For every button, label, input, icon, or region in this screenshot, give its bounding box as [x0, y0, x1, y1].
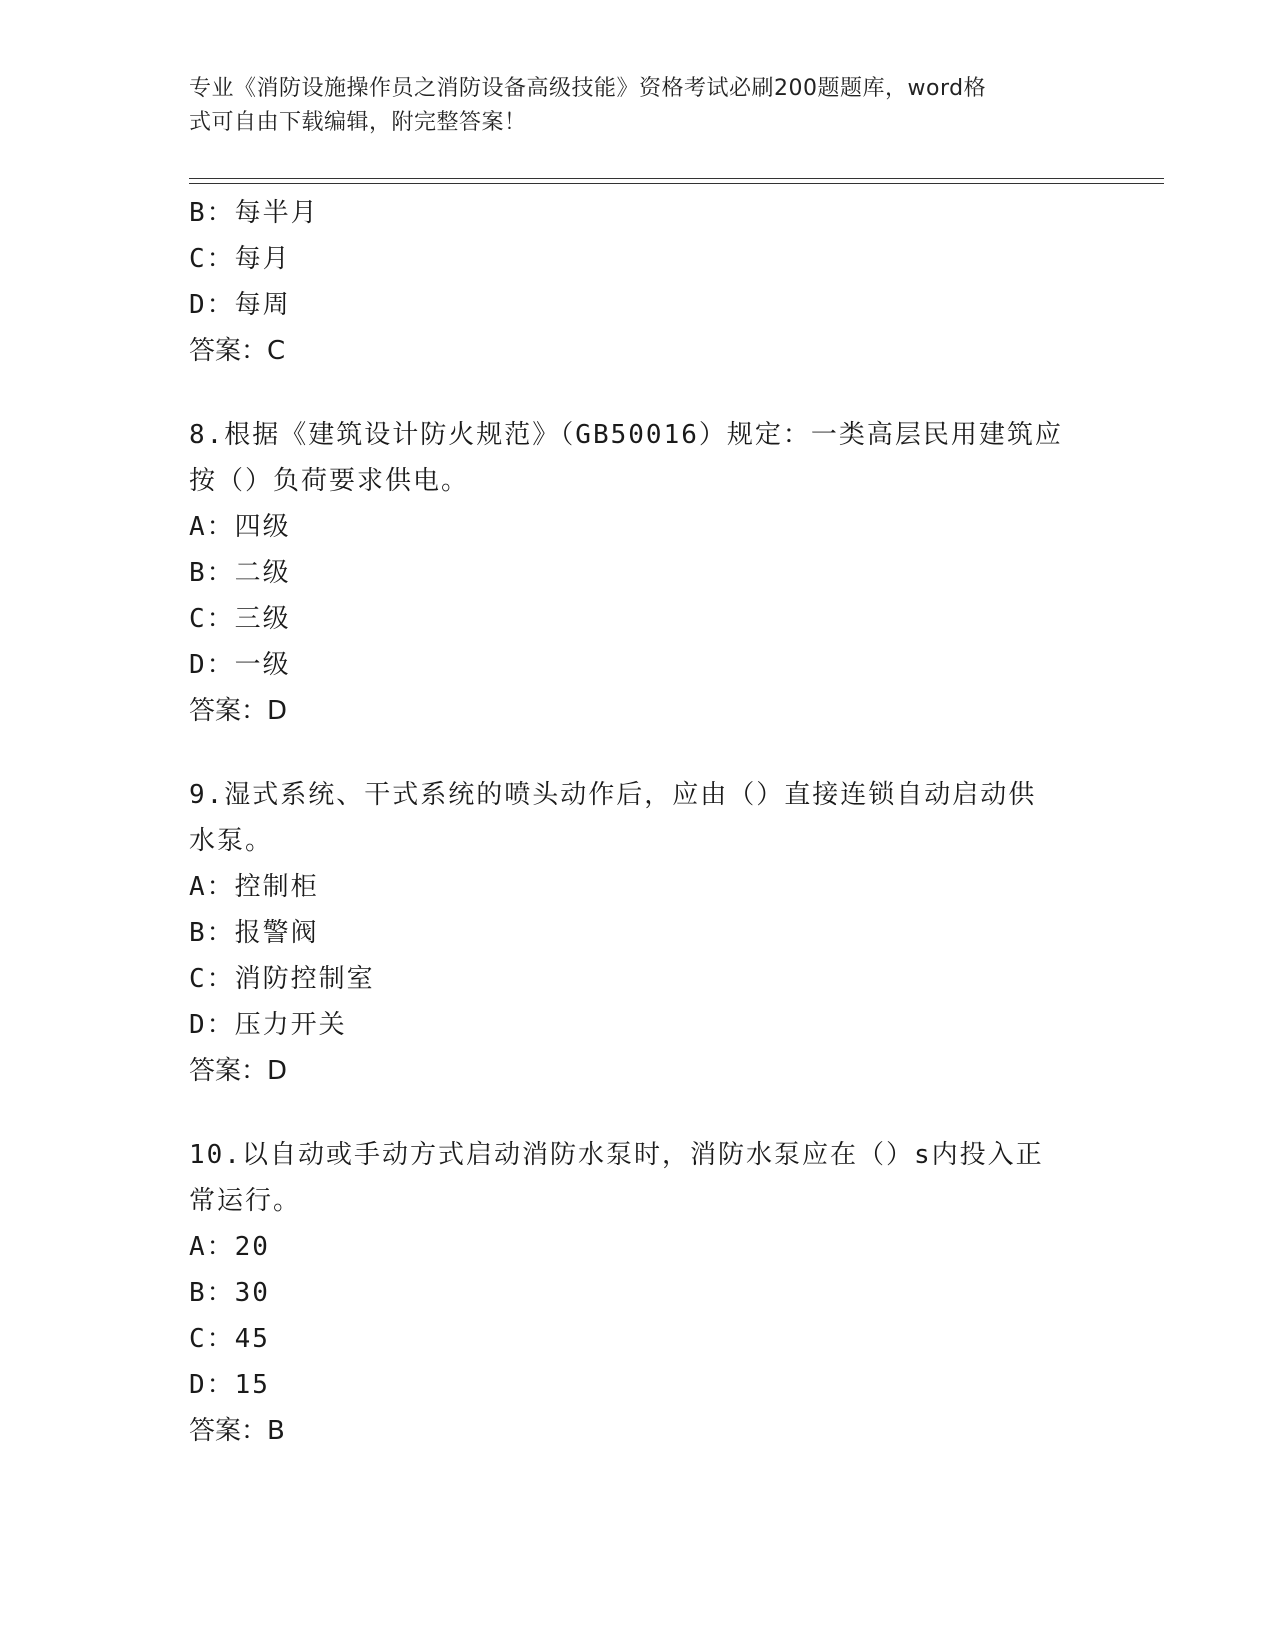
option-c: C：消防控制室 — [189, 964, 375, 994]
answer: 答案：D — [189, 696, 288, 726]
question-text-line-1: 10.以自动或手动方式启动消防水泵时，消防水泵应在（）s内投入正 — [189, 1140, 1044, 1170]
document-header — [189, 72, 1069, 140]
option-c: C：每月 — [189, 244, 291, 274]
question-text-line-1: 9.湿式系统、干式系统的喷头动作后，应由（）直接连锁自动启动供 — [189, 780, 1037, 810]
header-divider-top — [189, 178, 1164, 179]
option-c: C：45 — [189, 1324, 270, 1354]
header-line-1: 专业《消防设施操作员之消防设备高级技能》资格考试必刷200题题库，word格 — [189, 76, 987, 101]
option-d: D：每周 — [189, 290, 291, 320]
question-text-line-1: 8.根据《建筑设计防火规范》（GB50016）规定：一类高层民用建筑应 — [189, 420, 1063, 450]
option-b: B：报警阀 — [189, 918, 319, 948]
header-divider-bottom — [189, 183, 1164, 184]
question-8 — [189, 412, 1089, 734]
option-b: B：每半月 — [189, 198, 319, 228]
question-10 — [189, 1132, 1089, 1454]
question-list — [189, 190, 1089, 1492]
option-a: A：20 — [189, 1232, 270, 1262]
option-a: A：四级 — [189, 512, 291, 542]
question-9 — [189, 772, 1089, 1094]
answer: 答案：C — [189, 336, 286, 366]
option-a: A：控制柜 — [189, 872, 319, 902]
option-d: D：15 — [189, 1370, 270, 1400]
header-line-2: 式可自由下载编辑，附完整答案！ — [189, 110, 527, 135]
option-d: D：压力开关 — [189, 1010, 347, 1040]
question-text-line-2: 常运行。 — [189, 1186, 302, 1216]
question-text-line-2: 按（）负荷要求供电。 — [189, 466, 470, 496]
question-7-tail — [189, 190, 1089, 374]
option-d: D：一级 — [189, 650, 291, 680]
option-b: B：30 — [189, 1278, 270, 1308]
answer: 答案：D — [189, 1056, 288, 1086]
question-text-line-2: 水泵。 — [189, 826, 274, 856]
option-c: C：三级 — [189, 604, 291, 634]
answer: 答案：B — [189, 1416, 285, 1446]
option-b: B：二级 — [189, 558, 291, 588]
